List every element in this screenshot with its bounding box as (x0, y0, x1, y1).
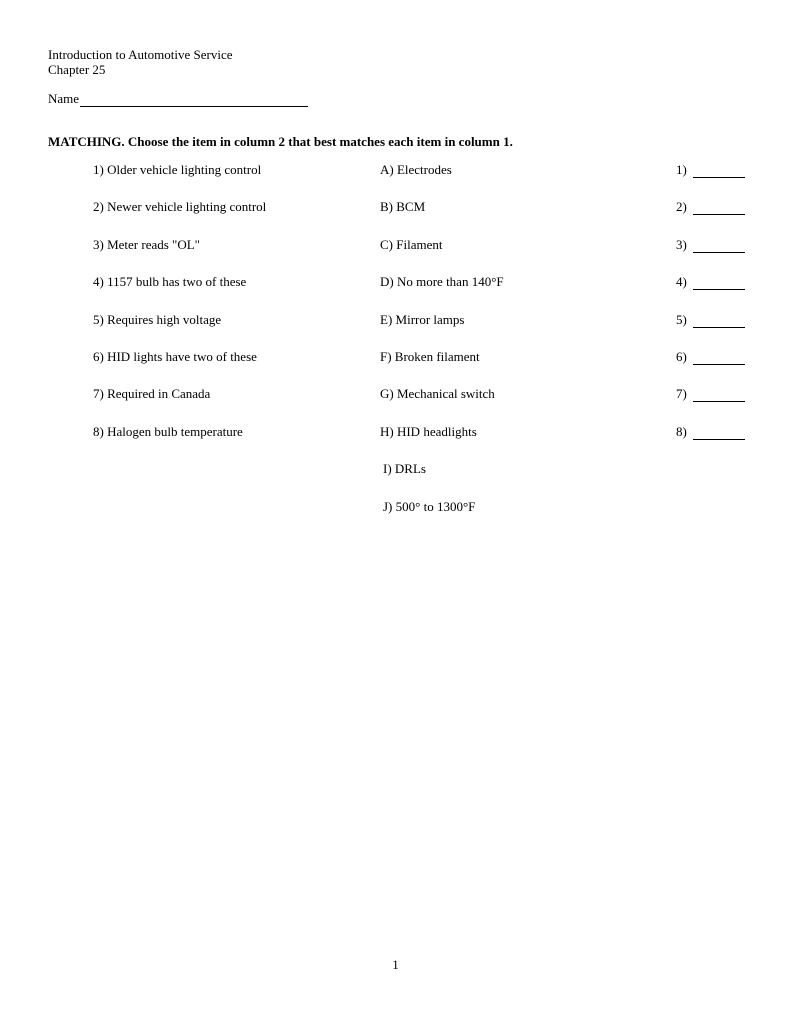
column2-item: H) HID headlights (380, 424, 477, 439)
document-header (48, 47, 233, 77)
name-label: Name (48, 91, 80, 106)
answer-number: 7) (676, 386, 687, 401)
answer-number: 2) (676, 199, 687, 214)
answer-slot (676, 386, 745, 402)
answer-number: 8) (676, 424, 687, 439)
course-title: Introduction to Automotive Service (48, 47, 233, 62)
answer-blank[interactable] (693, 314, 745, 328)
matching-row (0, 237, 791, 257)
name-row (48, 91, 308, 107)
answer-slot (676, 349, 745, 365)
column1-item: 7) Required in Canada (93, 386, 211, 401)
answer-slot (676, 162, 745, 178)
matching-row (0, 461, 791, 481)
matching-row (0, 162, 791, 182)
answer-number: 6) (676, 349, 687, 364)
instructions: MATCHING. Choose the item in column 2 that best matches each item in column 1. (48, 134, 513, 149)
column1-item: 3) Meter reads "OL" (93, 237, 200, 252)
answer-number: 5) (676, 312, 687, 327)
column1-item: 4) 1157 bulb has two of these (93, 274, 247, 289)
name-field[interactable] (80, 93, 308, 107)
answer-number: 3) (676, 237, 687, 252)
column2-item: A) Electrodes (380, 162, 452, 177)
column2-item: E) Mirror lamps (380, 312, 465, 327)
column2-item: F) Broken filament (380, 349, 480, 364)
matching-row (0, 274, 791, 294)
answer-blank[interactable] (693, 239, 745, 253)
answer-slot (676, 312, 745, 328)
column1-item: 2) Newer vehicle lighting control (93, 199, 267, 214)
column1-item: 6) HID lights have two of these (93, 349, 257, 364)
answer-slot (676, 424, 745, 440)
answer-blank[interactable] (693, 426, 745, 440)
matching-row (0, 199, 791, 219)
answer-blank[interactable] (693, 351, 745, 365)
answer-blank[interactable] (693, 276, 745, 290)
column2-item: C) Filament (380, 237, 443, 252)
answer-blank[interactable] (693, 164, 745, 178)
answer-number: 4) (676, 274, 687, 289)
column2-item: G) Mechanical switch (380, 386, 495, 401)
answer-slot (676, 199, 745, 215)
answer-number: 1) (676, 162, 687, 177)
page-number: 1 (392, 957, 399, 972)
column1-item: 1) Older vehicle lighting control (93, 162, 262, 177)
matching-row (0, 499, 791, 519)
answer-slot (676, 274, 745, 290)
column1-item: 5) Requires high voltage (93, 312, 222, 327)
matching-row (0, 312, 791, 332)
matching-row (0, 424, 791, 444)
column2-item: I) DRLs (383, 461, 426, 476)
column2-item: D) No more than 140°F (380, 274, 504, 289)
answer-blank[interactable] (693, 201, 745, 215)
answer-slot (676, 237, 745, 253)
matching-row (0, 386, 791, 406)
answer-blank[interactable] (693, 388, 745, 402)
column2-item: B) BCM (380, 199, 426, 214)
matching-row (0, 349, 791, 369)
column2-item: J) 500° to 1300°F (383, 499, 476, 514)
chapter-label: Chapter 25 (48, 62, 106, 77)
column1-item: 8) Halogen bulb temperature (93, 424, 243, 439)
